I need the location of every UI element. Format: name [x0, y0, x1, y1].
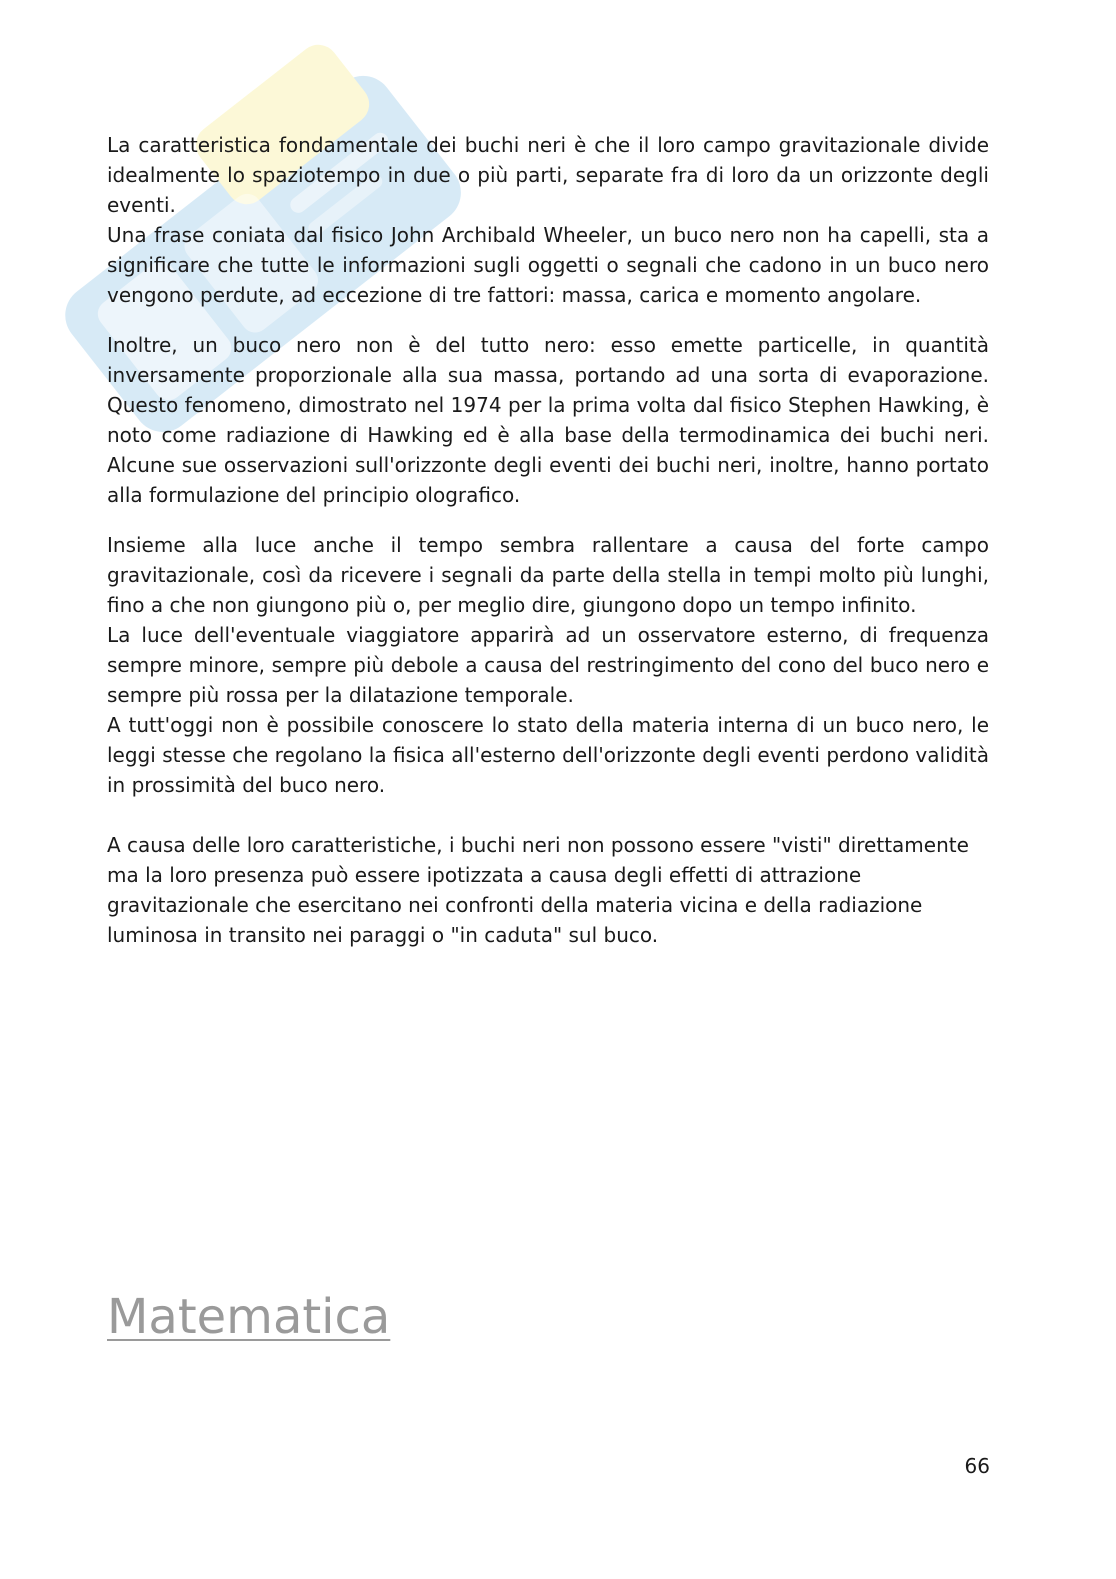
- paragraph-internal-matter: A tutt'oggi non è possibile conoscere lo stato della materia interna di un buco nero, le leggi stesse che regolano la fisica all'esterno dell'orizzonte degli eventi perdono validità in prossimità del buco nero.: [107, 713, 989, 797]
- paragraph-traveler-light: La luce dell'eventuale viaggiatore apparirà ad un osservatore esterno, di frequenza sempre minore, sempre più debole a causa del restringimento del cono del buco nero e sempre più rossa per la dilatazione temporale.: [107, 623, 989, 707]
- paragraph-hawking-radiation: Inoltre, un buco nero non è del tutto nero: esso emette particelle, in quantità inversamente proporzionale alla sua massa, portando ad una sorta di evaporazione. Questo fenomeno, dimostrato nel 1974 per la prima volta dal fisico Stephen Hawking, è noto come radiazione di Hawking ed è alla base della termodinamica dei buchi neri. Alcune sue osservazioni sull'orizzonte degli eventi dei buchi neri, inoltre, hanno portato alla formulazione del principio olografico.: [107, 333, 989, 507]
- paragraph-observation: A causa delle loro caratteristiche, i buchi neri non possono essere "visti" direttamente ma la loro presenza può essere ipotizzata a causa degli effetti di attrazione gravitazionale che esercitano nei confronti della materia vicina e della radiazione luminosa in transito nei paraggi o "in caduta" sul buco.: [107, 833, 969, 947]
- section-heading: Matematica: [107, 1289, 391, 1345]
- paragraph-event-horizon: La caratteristica fondamentale dei buchi neri è che il loro campo gravitazionale divide idealmente lo spaziotempo in due o più parti, separate fra di loro da un orizzonte degli eventi.: [107, 133, 989, 217]
- page-number: 66: [964, 1454, 990, 1478]
- document-body: [107, 130, 989, 950]
- paragraph-time-dilation: Insieme alla luce anche il tempo sembra rallentare a causa del forte campo gravitazionale, così da ricevere i segnali da parte della stella in tempi molto più lunghi, fino a che non giungono più o, per meglio dire, giungono dopo un tempo infinito.: [107, 533, 989, 617]
- paragraph-no-hair: Una frase coniata dal fisico John Archibald Wheeler, un buco nero non ha capelli, sta a significare che tutte le informazioni sugli oggetti o segnali che cadono in un buco nero vengono perdute, ad eccezione di tre fattori: massa, carica e momento angolare.: [107, 223, 989, 307]
